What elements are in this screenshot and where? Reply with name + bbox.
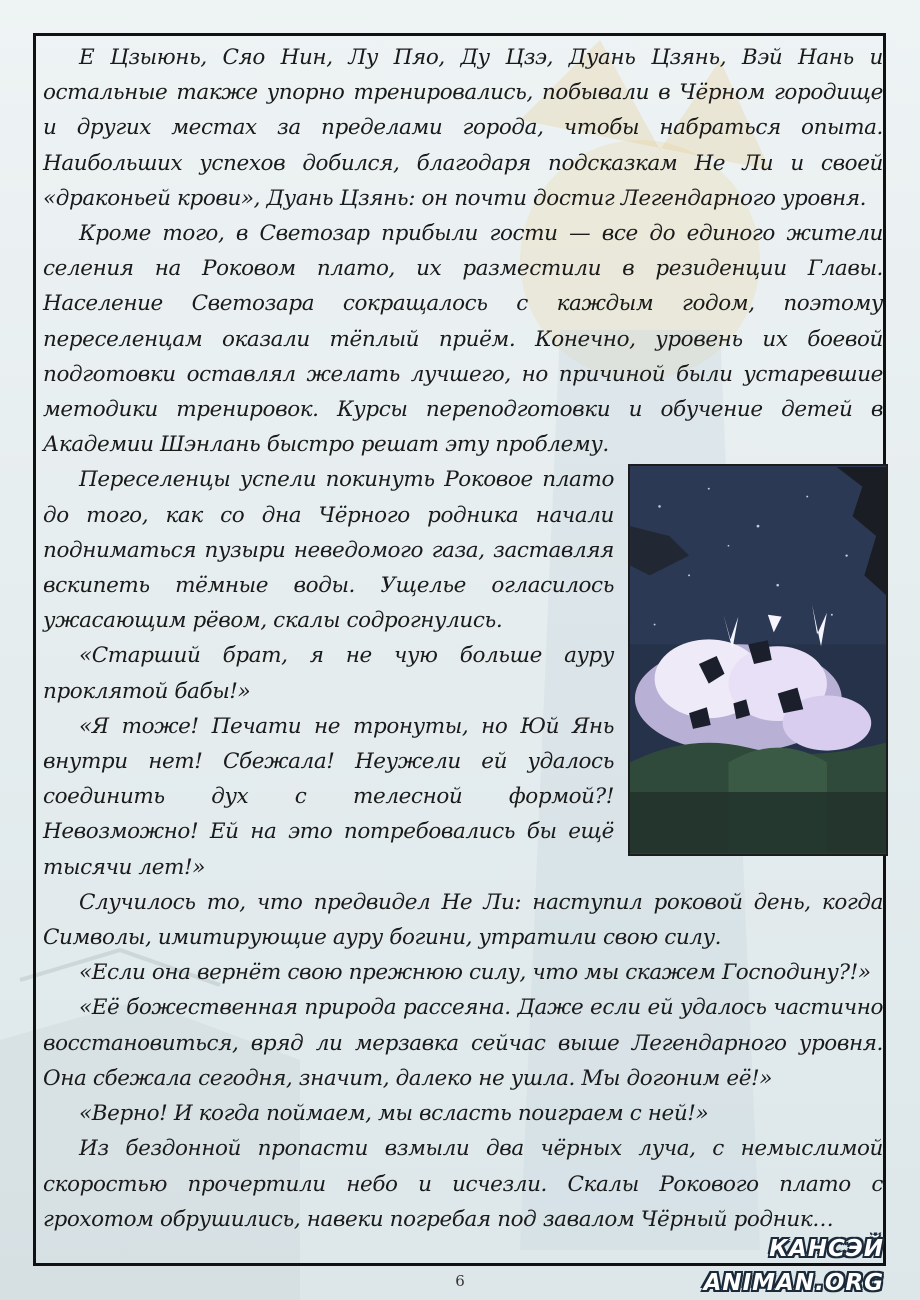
paragraph: Из бездонной пропасти взмыли два чёрных луча, с немыслимой скоростью прочертили небо и исчезли. Скалы Рокового плато с грохотом обрушились, навеки погребая под завалом Чёрный родник…	[43, 1136, 883, 1232]
dialogue-line: «Старший брат, я не чую больше ауру проклятой бабы!»	[43, 643, 614, 704]
watermark-logo: КАНСЭЙ ANIMAN.ORG	[703, 1236, 884, 1296]
paragraph: Е Цзыюнь, Сяо Нин, Лу Пяо, Ду Цзэ, Дуань Цзянь, Вэй Нань и остальные также упорно тренировались, побывали в Чёрном городище и других местах за пределами города, чтобы набраться опыта. Наибольших успехов добился, благодаря подсказкам Не Ли и своей «драконьей крови», Дуань Цзянь: он почти достиг Легендарного уровня.	[43, 45, 883, 211]
paragraph: Кроме того, в Светозар прибыли гости — все до единого жители селения на Роковом плато, их разместили в резиденции Главы. Население Светозара сокращалось с каждым годом, поэтому переселенцам оказали тёплый приём. Конечно, уровень их боевой подготовки оставлял желать лучшего, но причиной были устаревшие методики тренировок. Курсы переподготовки и обучение детей в Академии Шэнлань быстро решат эту проблему.	[43, 221, 883, 458]
dialogue-line: «Если она вернёт свою прежнюю силу, что мы скажем Господину?!»	[79, 960, 871, 986]
dialogue-line: «Верно! И когда поймаем, мы всласть поиграем с ней!»	[79, 1101, 709, 1127]
dialogue-line: «Я тоже! Печати не тронуты, но Юй Янь внутри нет! Сбежала! Неужели ей удалось соединить дух с телесной формой?! Невозможно! Ей на это потребовались бы ещё тысячи лет!»	[43, 713, 614, 880]
paragraph: Переселенцы успели покинуть Роковое плато до того, как со дна Чёрного родника начали подниматься пузыри неведомого газа, заставляя вскипеть тёмные воды. Ущелье огласилось ужасающим рёвом, скалы содрогнулись.	[43, 467, 614, 634]
dialogue-line: «Её божественная природа рассеяна. Даже если ей удалось частично восстановиться, вряд ли мерзавка сейчас выше Легендарного уровня. Она сбежала сегодня, значит, далеко не ушла. Мы догоним её!»	[43, 995, 883, 1091]
paragraph: Случилось то, что предвидел Не Ли: наступил роковой день, когда Символы, имитирующие ауру богини, утратили свою силу.	[43, 889, 883, 951]
story-text	[43, 40, 883, 1237]
night-explosion-illustration	[628, 464, 888, 856]
page-number: 6	[455, 1272, 465, 1290]
